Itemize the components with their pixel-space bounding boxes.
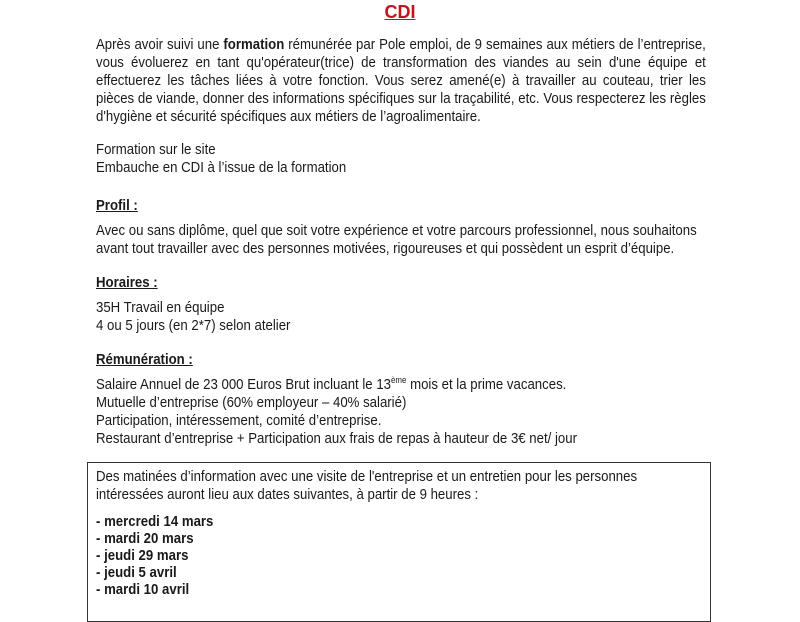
remuneration-heading: Rémunération : (96, 351, 193, 368)
document-title: CDI (384, 2, 416, 22)
salary-sup: ème (391, 375, 407, 385)
date-item: - mardi 10 avril (96, 581, 190, 598)
salary-text: Salaire Annuel de 23 000 Euros Brut incluant le 13 (96, 376, 392, 393)
date-list (96, 513, 706, 598)
document-body (96, 0, 706, 600)
intro-line-2: Embauche en CDI à l’issue de la formation (96, 159, 347, 176)
remuneration-line: Mutuelle d’entreprise (60% employeur – 40% salarié) (96, 394, 407, 411)
intro-paragraph (96, 36, 706, 126)
remuneration-line: Restaurant d’entreprise + Participation aux frais de repas à hauteur de 3€ net/ jour (96, 430, 577, 447)
remuneration-line: Participation, intéressement, comité d’entreprise. (96, 412, 382, 429)
info-text: Des matinées d’information avec une visite de l'entreprise et un entretien pour les personnes intéressées auront lieu aux dates suivantes, à partir de 9 heures : (96, 468, 638, 503)
horaires-line: 4 ou 5 jours (en 2*7) selon atelier (96, 317, 291, 334)
profil-heading: Profil : (96, 197, 138, 214)
intro-line-1: Formation sur le site (96, 141, 216, 158)
intro-text: Après avoir suivi une (96, 36, 224, 53)
intro-bold: formation (223, 36, 285, 53)
profil-text: Avec ou sans diplôme, quel que soit votre expérience et votre parcours professionnel, nous souhaitons avant tout travailler avec des personnes motivées, rigoureuses et qui possèdent un esprit d’équipe. (96, 222, 697, 257)
salary-line (96, 376, 706, 394)
horaires-line: 35H Travail en équipe (96, 299, 225, 316)
date-item: - mercredi 14 mars (96, 513, 214, 530)
horaires-heading: Horaires : (96, 274, 158, 291)
intro-text-2: rémunérée par Pole emploi, de 9 semaines aux métiers de l’entreprise, vous évoluerez en tant qu'opérateur(trice) de transformation des viandes au sein d'une équipe et effectuerez les tâches liées à votre fonction. Vous serez amené(e) à travailler au couteau, trier les pièces de viande, donner des informations spécifiques sur la traçabilité, etc. Vous respecterez les règles d'hygiène et sécurité spécifiques aux métiers de l’agroalimentaire. (96, 36, 706, 125)
date-item: - jeudi 5 avril (96, 564, 177, 581)
salary-text-2: mois et la prime vacances. (406, 376, 567, 393)
date-item: - jeudi 29 mars (96, 547, 189, 564)
date-item: - mardi 20 mars (96, 530, 194, 547)
